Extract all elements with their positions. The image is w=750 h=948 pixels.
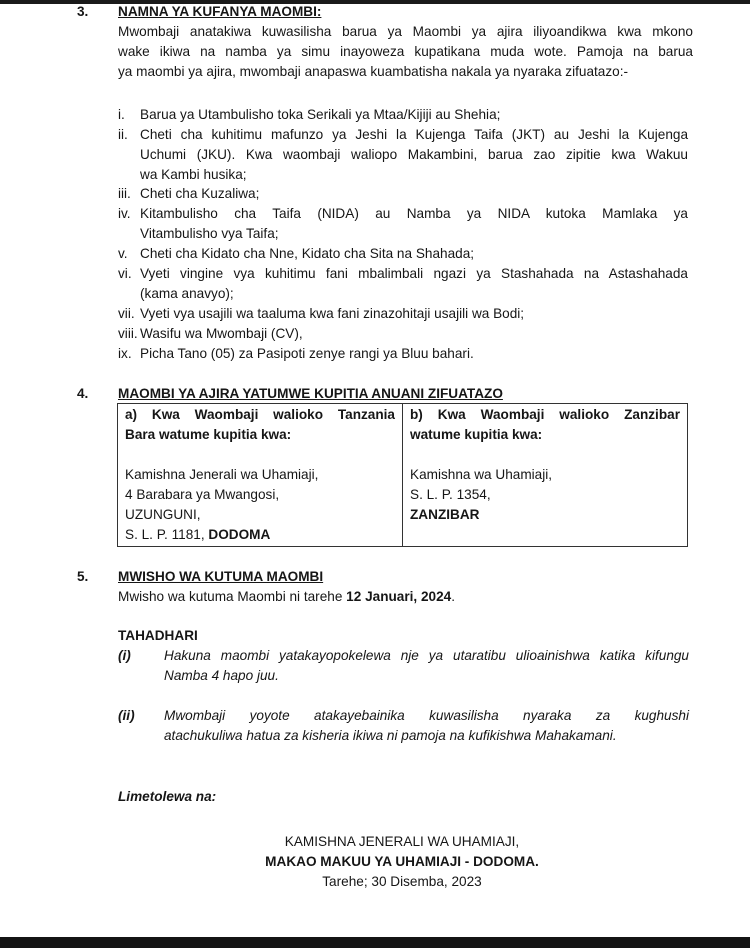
intro-line: Mwombaji anatakiwa kuwasilisha barua ya Maombi ya ajira iliyoandikwa kwa mkono (118, 24, 693, 39)
city: DODOMA (208, 527, 271, 542)
list-numeral: viii. (118, 326, 138, 341)
warning-note (164, 646, 689, 686)
section-5-heading: MWISHO WA KUTUMA MAOMBI (118, 569, 324, 584)
signature-block (200, 832, 604, 892)
section-3-intro (118, 22, 693, 82)
address-cell-zanzibar (403, 404, 688, 547)
list-text: Uchumi (JKU). Kwa waombaji waliopo Makambini, barua zao zipitie kwa Wakuu (140, 147, 688, 162)
note-line: atachukuliwa hatua za kisheria ikiwa ni pamoja na kufikishwa Mahakamani. (164, 728, 617, 743)
address-line: 4 Barabara ya Mwangosi, (125, 487, 280, 502)
section-3-number: 3. (77, 4, 89, 19)
city: ZANZIBAR (410, 507, 480, 522)
bottom-edge-bar (0, 937, 750, 948)
list-text: Kitambulisho cha Taifa (NIDA) au Namba ya NIDA kutoka Mamlaka ya (140, 206, 688, 221)
signatory-office: MAKAO MAKUU YA UHAMIAJI - DODOMA. (265, 854, 539, 869)
list-text: Cheti cha Kidato cha Nne, Kidato cha Sita na Shahada; (140, 246, 475, 261)
address-cell-tanzania-bara (118, 404, 403, 547)
deadline-date: 12 Januari, 2024 (346, 589, 452, 604)
list-text: Vitambulisho vya Taifa; (140, 226, 279, 241)
list-numeral: ii. (118, 127, 128, 142)
deadline-prefix: Mwisho wa kutuma Maombi ni tarehe (118, 589, 347, 604)
cell-title: watume kupitia kwa: (410, 427, 543, 442)
list-text: Wasifu wa Mwombaji (CV), (140, 326, 303, 341)
signatory-title: KAMISHNA JENERALI WA UHAMIAJI, (284, 834, 520, 849)
intro-line: ya maombi ya ajira, mwombaji anapaswa kuambatisha nakala ya nyaraka zifuatazo:- (118, 64, 629, 79)
warning-label: (ii) (118, 708, 135, 723)
section-4-heading: MAOMBI YA AJIRA YATUMWE KUPITIA ANUANI ZIFUATAZO (118, 386, 503, 401)
deadline-text (118, 587, 455, 607)
cell-title: a) Kwa Waombaji walioko Tanzania (125, 407, 395, 422)
note-line: Hakuna maombi yatakayopokelewa nje ya utaratibu ulioainishwa katika kifungu (164, 648, 689, 663)
section-3-heading: NAMNA YA KUFANYA MAOMBI: (118, 4, 322, 19)
list-text: Cheti cha Kuzaliwa; (140, 186, 260, 201)
deadline-suffix: . (451, 589, 455, 604)
address-line: Kamishna Jenerali wa Uhamiaji, (125, 467, 319, 482)
list-numeral: iv. (118, 206, 131, 221)
warning-heading: TAHADHARI (118, 628, 198, 643)
po-box: S. L. P. 1181, (125, 527, 209, 542)
address-line: S. L. P. 1354, (410, 487, 491, 502)
note-line: Mwombaji yoyote atakayebainika kuwasilisha nyaraka za kughushi (164, 708, 689, 723)
note-line: Namba 4 hapo juu. (164, 668, 279, 683)
address-line: Kamishna wa Uhamiaji, (410, 467, 553, 482)
list-numeral: ix. (118, 346, 132, 361)
cell-title: b) Kwa Waombaji walioko Zanzibar (410, 407, 680, 422)
address-table (117, 403, 688, 547)
list-numeral: i. (118, 107, 125, 122)
list-text: Cheti cha kuhitimu mafunzo ya Jeshi la Kujenga Taifa (JKT) au Jeshi la Kujenga (140, 127, 688, 142)
list-numeral: v. (118, 246, 128, 261)
warning-label: (i) (118, 648, 131, 663)
address-line: UZUNGUNI, (125, 507, 201, 522)
section-4-number: 4. (77, 386, 89, 401)
top-edge-bar (0, 0, 750, 4)
list-text: Vyeti vingine vya kuhitimu fani mbalimbali ngazi ya Stashahada na Astashahada (140, 266, 688, 281)
cell-title: Bara watume kupitia kwa: (125, 427, 292, 442)
warning-note (164, 706, 689, 746)
list-text: (kama anavyo); (140, 286, 234, 301)
section-5-number: 5. (77, 569, 89, 584)
signature-date: Tarehe; 30 Disemba, 2023 (322, 874, 482, 889)
list-numeral: vii. (118, 306, 135, 321)
list-text: Barua ya Utambulisho toka Serikali ya Mtaa/Kijiji au Shehia; (140, 107, 501, 122)
list-text: wa Kambi husika; (140, 167, 247, 182)
list-numeral: iii. (118, 186, 131, 201)
list-text: Picha Tano (05) za Pasipoti zenye rangi ya Bluu bahari. (140, 346, 474, 361)
issued-by-label: Limetolewa na: (118, 789, 217, 804)
intro-line: wake ikiwa na namba ya simu inayoweza kupatikana muda wote. Pamoja na barua (118, 44, 693, 59)
address-line (125, 525, 395, 545)
list-text: Vyeti vya usajili wa taaluma kwa fani zinazohitaji usajili wa Bodi; (140, 306, 525, 321)
list-numeral: vi. (118, 266, 132, 281)
